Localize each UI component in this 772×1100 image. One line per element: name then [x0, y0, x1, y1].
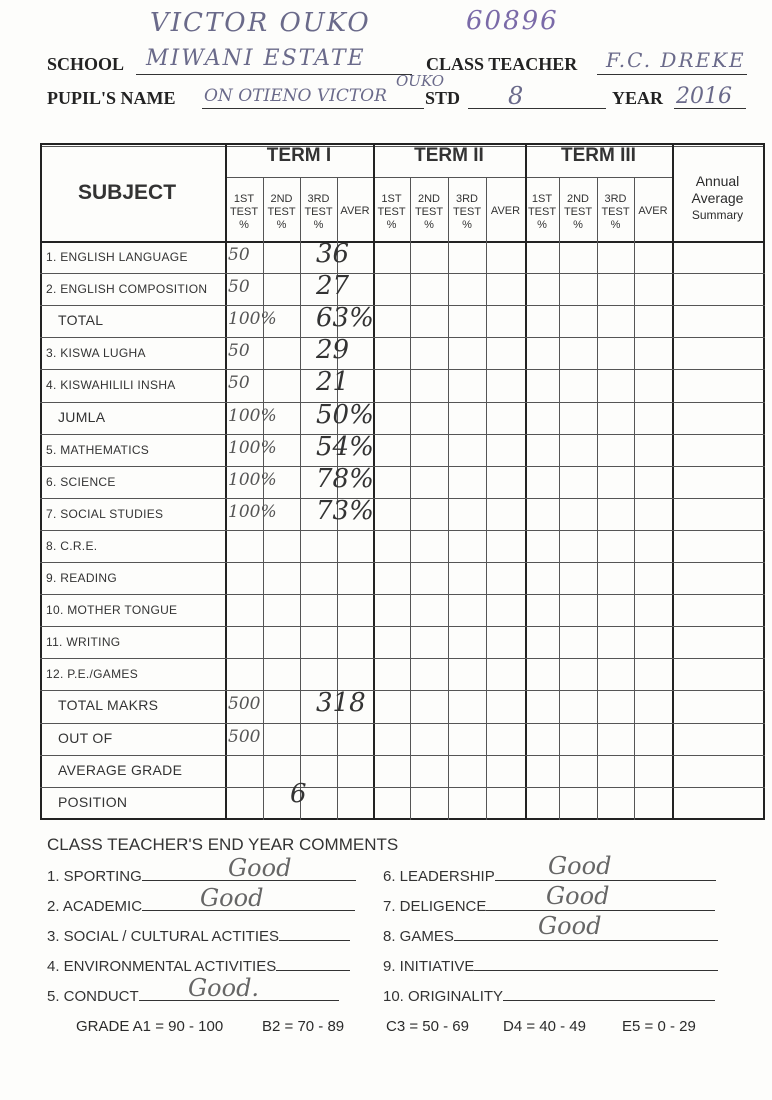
sub-header-text: 1ST [381, 193, 402, 205]
comment-label: 5. CONDUCT [47, 988, 139, 1005]
first-test-cell: 500 [228, 726, 261, 747]
school-label: SCHOOL [47, 54, 125, 74]
subject-header: SUBJECT [78, 181, 177, 204]
subject-row-label: 4. KISWAHILILI INSHA [46, 378, 176, 393]
sub-header-text: % [462, 219, 472, 231]
sub-header-text: 3RD [604, 193, 627, 205]
term-3-header: TERM III [561, 145, 636, 166]
subject-row-label: 8. C.R.E. [46, 538, 98, 553]
class-teacher-value: F.C. DREKE [606, 48, 746, 72]
comment-label: 8. GAMES [383, 928, 454, 945]
annual-line: Annual [695, 173, 740, 189]
subject-row-label: 1. ENGLISH LANGUAGE [46, 250, 188, 264]
third-test-cell: 50% [316, 399, 374, 430]
subject-row-label: 7. SOCIAL STUDIES [46, 506, 164, 521]
first-test-cell: 100% [228, 501, 277, 522]
std-value: 8 [508, 82, 526, 110]
sub-header-text: 1ST [233, 193, 255, 205]
grade-a: GRADE A1 = 90 - 100 [76, 1018, 224, 1035]
comment-value: Good [228, 854, 292, 882]
sub-header-3-4 [634, 205, 672, 218]
top-number-note: 60896 [466, 6, 559, 36]
first-test-cell: 50 [228, 373, 250, 394]
first-test-cell: 100% [228, 469, 277, 490]
sub-header-1-3 [300, 193, 337, 232]
first-test-cell: 500 [228, 694, 261, 715]
third-test-cell: 318 [316, 688, 366, 719]
grade-c: C3 = 50 - 69 [386, 1018, 469, 1035]
class-teacher-label: CLASS TEACHER [426, 54, 578, 74]
third-test-cell: 78% [316, 463, 374, 494]
sub-header-text: TEST [304, 206, 333, 218]
comment-label: 1. SPORTING [47, 868, 142, 885]
pupil-name-value: ON OTIENO VICTOR [204, 86, 387, 106]
sub-header-text: 2ND [566, 193, 589, 205]
third-test-cell: 29 [316, 335, 350, 366]
first-test-cell: 100% [228, 437, 277, 458]
comment-line [279, 940, 350, 941]
comment-label: 9. INITIATIVE [383, 958, 475, 975]
subject-row-label: 5. MATHEMATICS [46, 442, 150, 457]
comment-label: 4. ENVIRONMENTAL ACTIVITIES [47, 958, 277, 975]
sub-header-text: % [573, 219, 583, 231]
comment-value: Good [538, 912, 602, 940]
grade-e: E5 = 0 - 29 [622, 1018, 696, 1035]
sub-header-text: % [386, 219, 397, 231]
subject-row-label: 3. KISWA LUGHA [46, 346, 146, 361]
comment-line [503, 1000, 715, 1001]
sub-header-text: TEST [267, 206, 296, 218]
first-test-cell: 50 [228, 245, 250, 265]
comment-right-row [383, 958, 718, 975]
first-test-cell: 100% [228, 309, 277, 330]
sub-header-1-1 [225, 193, 263, 232]
top-name-note: VICTOR OUKO [150, 8, 371, 38]
sub-header-text: AVER [638, 205, 668, 217]
sub-header-text: AVER [340, 205, 370, 217]
sub-header-text: 3RD [455, 193, 478, 205]
pupil-name-underline [202, 108, 424, 109]
sub-header-1-4 [337, 205, 373, 218]
pupil-name-extra: OUKO [396, 72, 445, 90]
sub-header-text: TEST [452, 206, 482, 218]
third-test-cell: 27 [316, 271, 350, 302]
sub-header-text: % [537, 219, 547, 231]
comment-line [454, 940, 718, 941]
school-value: MIWANI ESTATE [146, 46, 366, 71]
sub-header-text: 2ND [417, 193, 440, 205]
sub-header-3-3 [597, 193, 634, 232]
subject-row-label: OUT OF [58, 729, 113, 746]
third-test-cell: 54% [316, 431, 374, 462]
first-test-cell: 50 [228, 277, 250, 298]
std-label: STD [425, 88, 461, 108]
subject-row-label: 9. READING [46, 571, 118, 585]
sub-header-text: % [239, 219, 249, 231]
third-test-cell: 63% [316, 303, 374, 334]
sub-header-text: 1ST [531, 193, 553, 205]
subject-row-label: AVERAGE GRADE [58, 761, 183, 778]
results-table [40, 143, 765, 820]
sub-header-text: AVER [490, 205, 521, 217]
comment-line [276, 970, 350, 971]
grade-d: D4 = 40 - 49 [503, 1018, 586, 1035]
sub-header-3-1 [525, 193, 559, 232]
subject-row-label: 11. WRITING [46, 635, 121, 650]
subject-row-label: 10. MOTHER TONGUE [46, 603, 178, 618]
third-test-cell: 73% [316, 495, 374, 526]
sub-header-text: % [424, 219, 434, 231]
subject-row-label: TOTAL MAKRS [58, 697, 159, 714]
sub-header-text: % [610, 219, 621, 231]
third-test-cell: 21 [316, 367, 350, 398]
comment-value: Good. [188, 974, 260, 1002]
sub-header-text: TEST [377, 206, 406, 218]
first-test-cell: 50 [228, 341, 250, 362]
sub-header-text: TEST [527, 206, 557, 218]
year-label: YEAR [612, 88, 664, 108]
comments-title: CLASS TEACHER'S END YEAR COMMENTS [47, 835, 399, 854]
third-test-cell: 6 [290, 778, 307, 809]
subject-row-label: POSITION [58, 793, 128, 810]
comment-label: 3. SOCIAL / CULTURAL ACTITIES [47, 928, 280, 945]
average-line: Average [691, 190, 744, 206]
comment-left-row [47, 928, 350, 945]
summary-line: Summary [691, 208, 744, 222]
sub-header-text: TEST [563, 206, 593, 218]
annual-average-summary-header [672, 173, 763, 224]
sub-header-text: 3RD [307, 193, 330, 205]
term-2-header: TERM II [414, 145, 484, 166]
school-underline [136, 74, 412, 75]
sub-header-text: TEST [601, 206, 630, 218]
comment-right-row [383, 988, 715, 1005]
sub-header-text: % [313, 219, 324, 231]
comment-label: 6. LEADERSHIP [383, 868, 495, 885]
comment-line [495, 880, 716, 881]
comment-value: Good [546, 882, 610, 910]
sub-header-2-1 [373, 193, 410, 232]
subject-row-label: 2. ENGLISH COMPOSITION [46, 282, 208, 297]
grade-b: B2 = 70 - 89 [262, 1018, 345, 1035]
subject-row-label: TOTAL [58, 312, 104, 329]
sub-header-text: 2ND [270, 193, 293, 205]
sub-header-2-4 [486, 205, 525, 218]
comment-label: 2. ACADEMIC [47, 898, 143, 915]
term-1-header: TERM I [266, 145, 332, 166]
comment-value: Good [548, 852, 612, 880]
sub-header-1-2 [263, 193, 300, 232]
sub-header-text: TEST [414, 206, 444, 218]
sub-header-2-2 [410, 193, 448, 232]
comment-line [474, 970, 718, 971]
sub-header-2-3 [448, 193, 486, 232]
subject-row-label: JUMLA [58, 408, 106, 425]
sub-header-3-2 [559, 193, 597, 232]
subject-row-label: 6. SCIENCE [46, 474, 116, 489]
class-teacher-underline [597, 74, 747, 75]
year-value: 2016 [676, 84, 732, 109]
comment-label: 7. DELIGENCE [383, 898, 487, 915]
first-test-cell: 100% [228, 405, 277, 426]
comment-value: Good [200, 884, 264, 912]
comment-left-row [47, 868, 356, 885]
subject-row-label: 12. P.E./GAMES [46, 667, 139, 682]
sub-header-text: TEST [229, 206, 259, 218]
comment-left-row [47, 958, 350, 975]
std-underline [468, 108, 606, 109]
sub-header-text: % [276, 219, 287, 231]
third-test-cell: 36 [316, 239, 350, 269]
comment-line [486, 910, 715, 911]
comment-label: 10. ORIGINALITY [383, 988, 504, 1005]
pupil-name-label: PUPIL'S NAME [47, 88, 176, 108]
